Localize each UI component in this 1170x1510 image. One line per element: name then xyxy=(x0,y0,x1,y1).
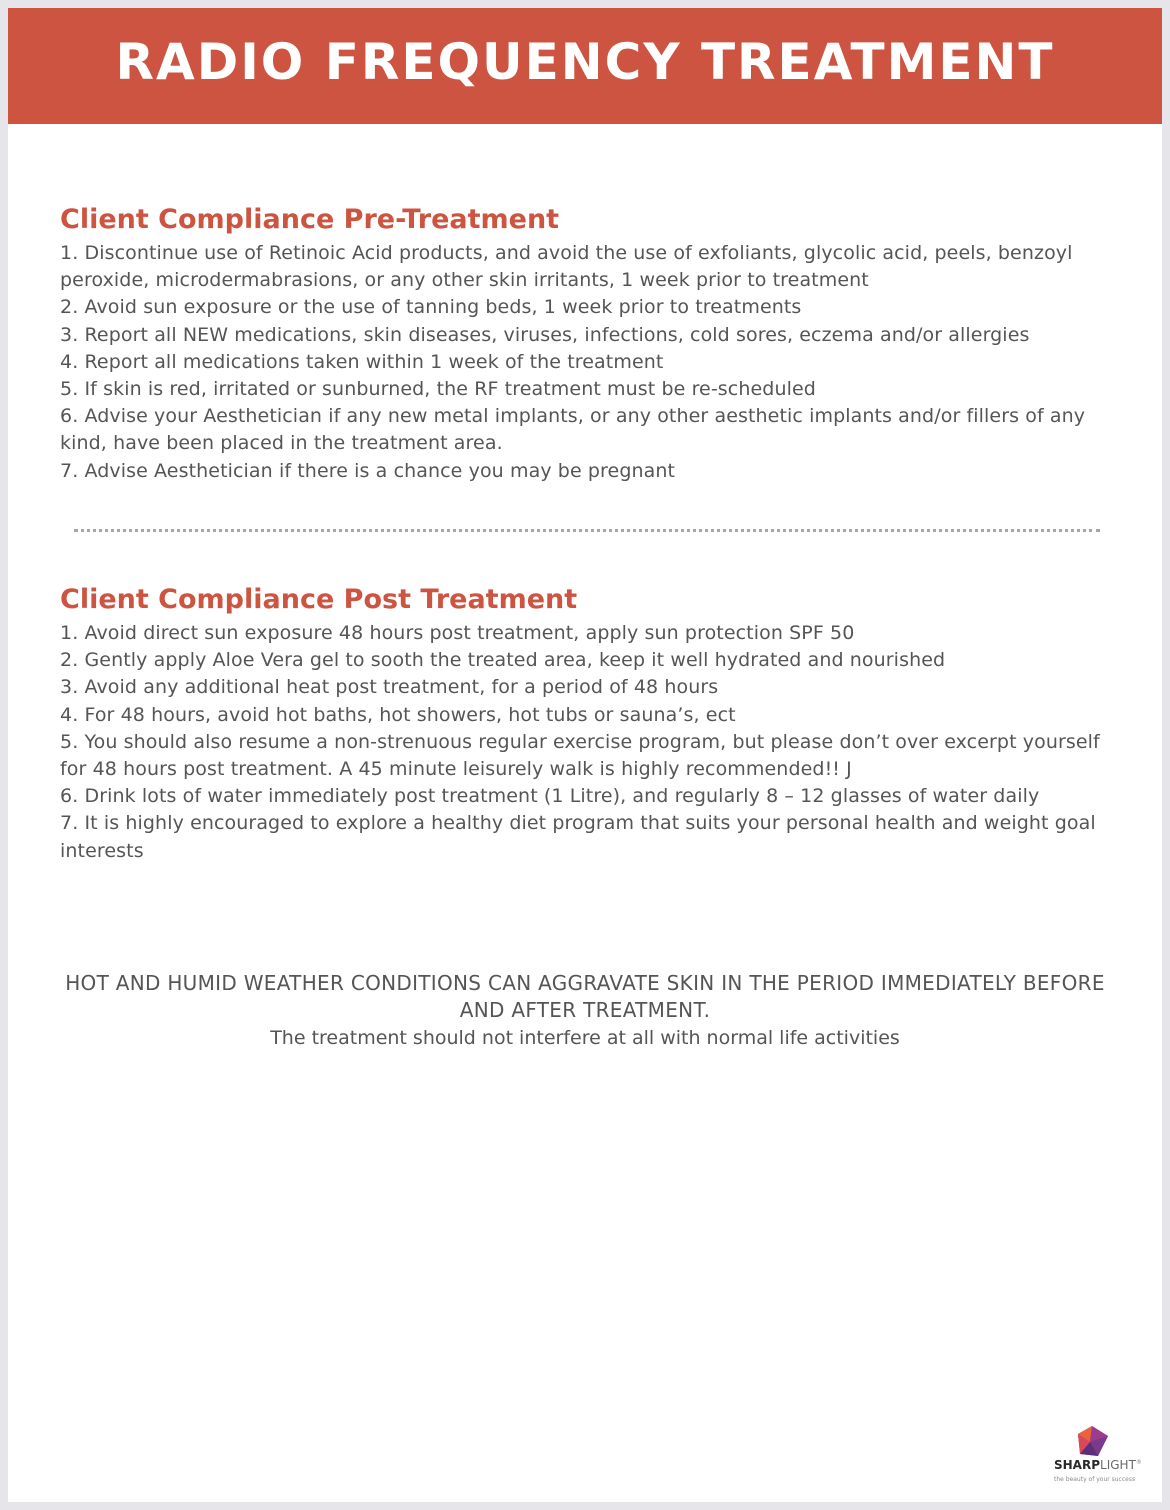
weather-notice xyxy=(8,970,1162,1052)
logo-brand-bold: SHARP xyxy=(1054,1458,1101,1472)
dotted-divider xyxy=(74,529,1100,532)
pre-treatment-section xyxy=(60,200,1120,485)
logo-tagline: the beauty of your success xyxy=(1054,1476,1136,1483)
logo-wordmark xyxy=(1054,1458,1142,1472)
pre-treatment-item: 5. If skin is red, irritated or sunburned, the RF treatment must be re-scheduled xyxy=(60,378,816,401)
post-treatment-item: 5. You should also resume a non-strenuous regular exercise program, but please don’t over excerpt yourself for 48 hours post treatment. A 45 minute leisurely walk is highly recommended!! J xyxy=(60,730,1100,781)
page-title: RADIO FREQUENCY TREATMENT xyxy=(115,33,1055,91)
post-treatment-list xyxy=(60,620,1120,865)
pre-treatment-item: 7. Advise Aesthetician if there is a chance you may be pregnant xyxy=(60,459,676,482)
logo-gem-icon xyxy=(1070,1426,1110,1460)
title-banner xyxy=(8,8,1162,124)
sharplight-logo xyxy=(1048,1426,1148,1488)
post-treatment-item: 3. Avoid any additional heat post treatment, for a period of 48 hours xyxy=(60,676,719,699)
pre-treatment-item: 6. Advise your Aesthetician if any new metal implants, or any other aesthetic implants and/or fillers of any kind, have been placed in the treatment area. xyxy=(60,405,1086,455)
pre-treatment-heading: Client Compliance Pre-Treatment xyxy=(60,204,560,235)
weather-warning: HOT AND HUMID WEATHER CONDITIONS CAN AGGRAVATE SKIN IN THE PERIOD IMMEDIATELY BEFORE AND AFTER TREATMENT. xyxy=(65,971,1105,1022)
post-treatment-section xyxy=(60,580,1120,865)
post-treatment-item: 7. It is highly encouraged to explore a healthy diet program that suits your personal health and weight goal interests xyxy=(60,812,1096,862)
pre-treatment-item: 1. Discontinue use of Retinoic Acid products, and avoid the use of exfoliants, glycolic acid, peels, benzoyl peroxide, microdermabrasions, or any other skin irritants, 1 week prior to treatment xyxy=(60,242,1073,292)
post-treatment-item: 1. Avoid direct sun exposure 48 hours post treatment, apply sun protection SPF 50 xyxy=(60,622,855,644)
post-treatment-item: 2. Gently apply Aloe Vera gel to sooth the treated area, keep it well hydrated and nourished xyxy=(60,649,946,672)
activity-note: The treatment should not interfere at all with normal life activities xyxy=(270,1027,900,1049)
pre-treatment-item: 2. Avoid sun exposure or the use of tanning beds, 1 week prior to treatments xyxy=(60,296,802,319)
logo-brand-light: LIGHT xyxy=(1100,1458,1136,1472)
logo-trademark: ® xyxy=(1135,1459,1142,1466)
document-page xyxy=(8,8,1162,1502)
post-treatment-item: 6. Drink lots of water immediately post treatment (1 Litre), and regularly 8 – 12 glasses of water daily xyxy=(60,785,1040,808)
post-treatment-item: 4. For 48 hours, avoid hot baths, hot showers, hot tubs or sauna’s, ect xyxy=(60,703,736,726)
pre-treatment-list xyxy=(60,240,1120,485)
post-treatment-heading: Client Compliance Post Treatment xyxy=(60,584,578,615)
pre-treatment-item: 4. Report all medications taken within 1 week of the treatment xyxy=(60,350,664,373)
pre-treatment-item: 3. Report all NEW medications, skin diseases, viruses, infections, cold sores, eczema and/or allergies xyxy=(60,323,1030,346)
